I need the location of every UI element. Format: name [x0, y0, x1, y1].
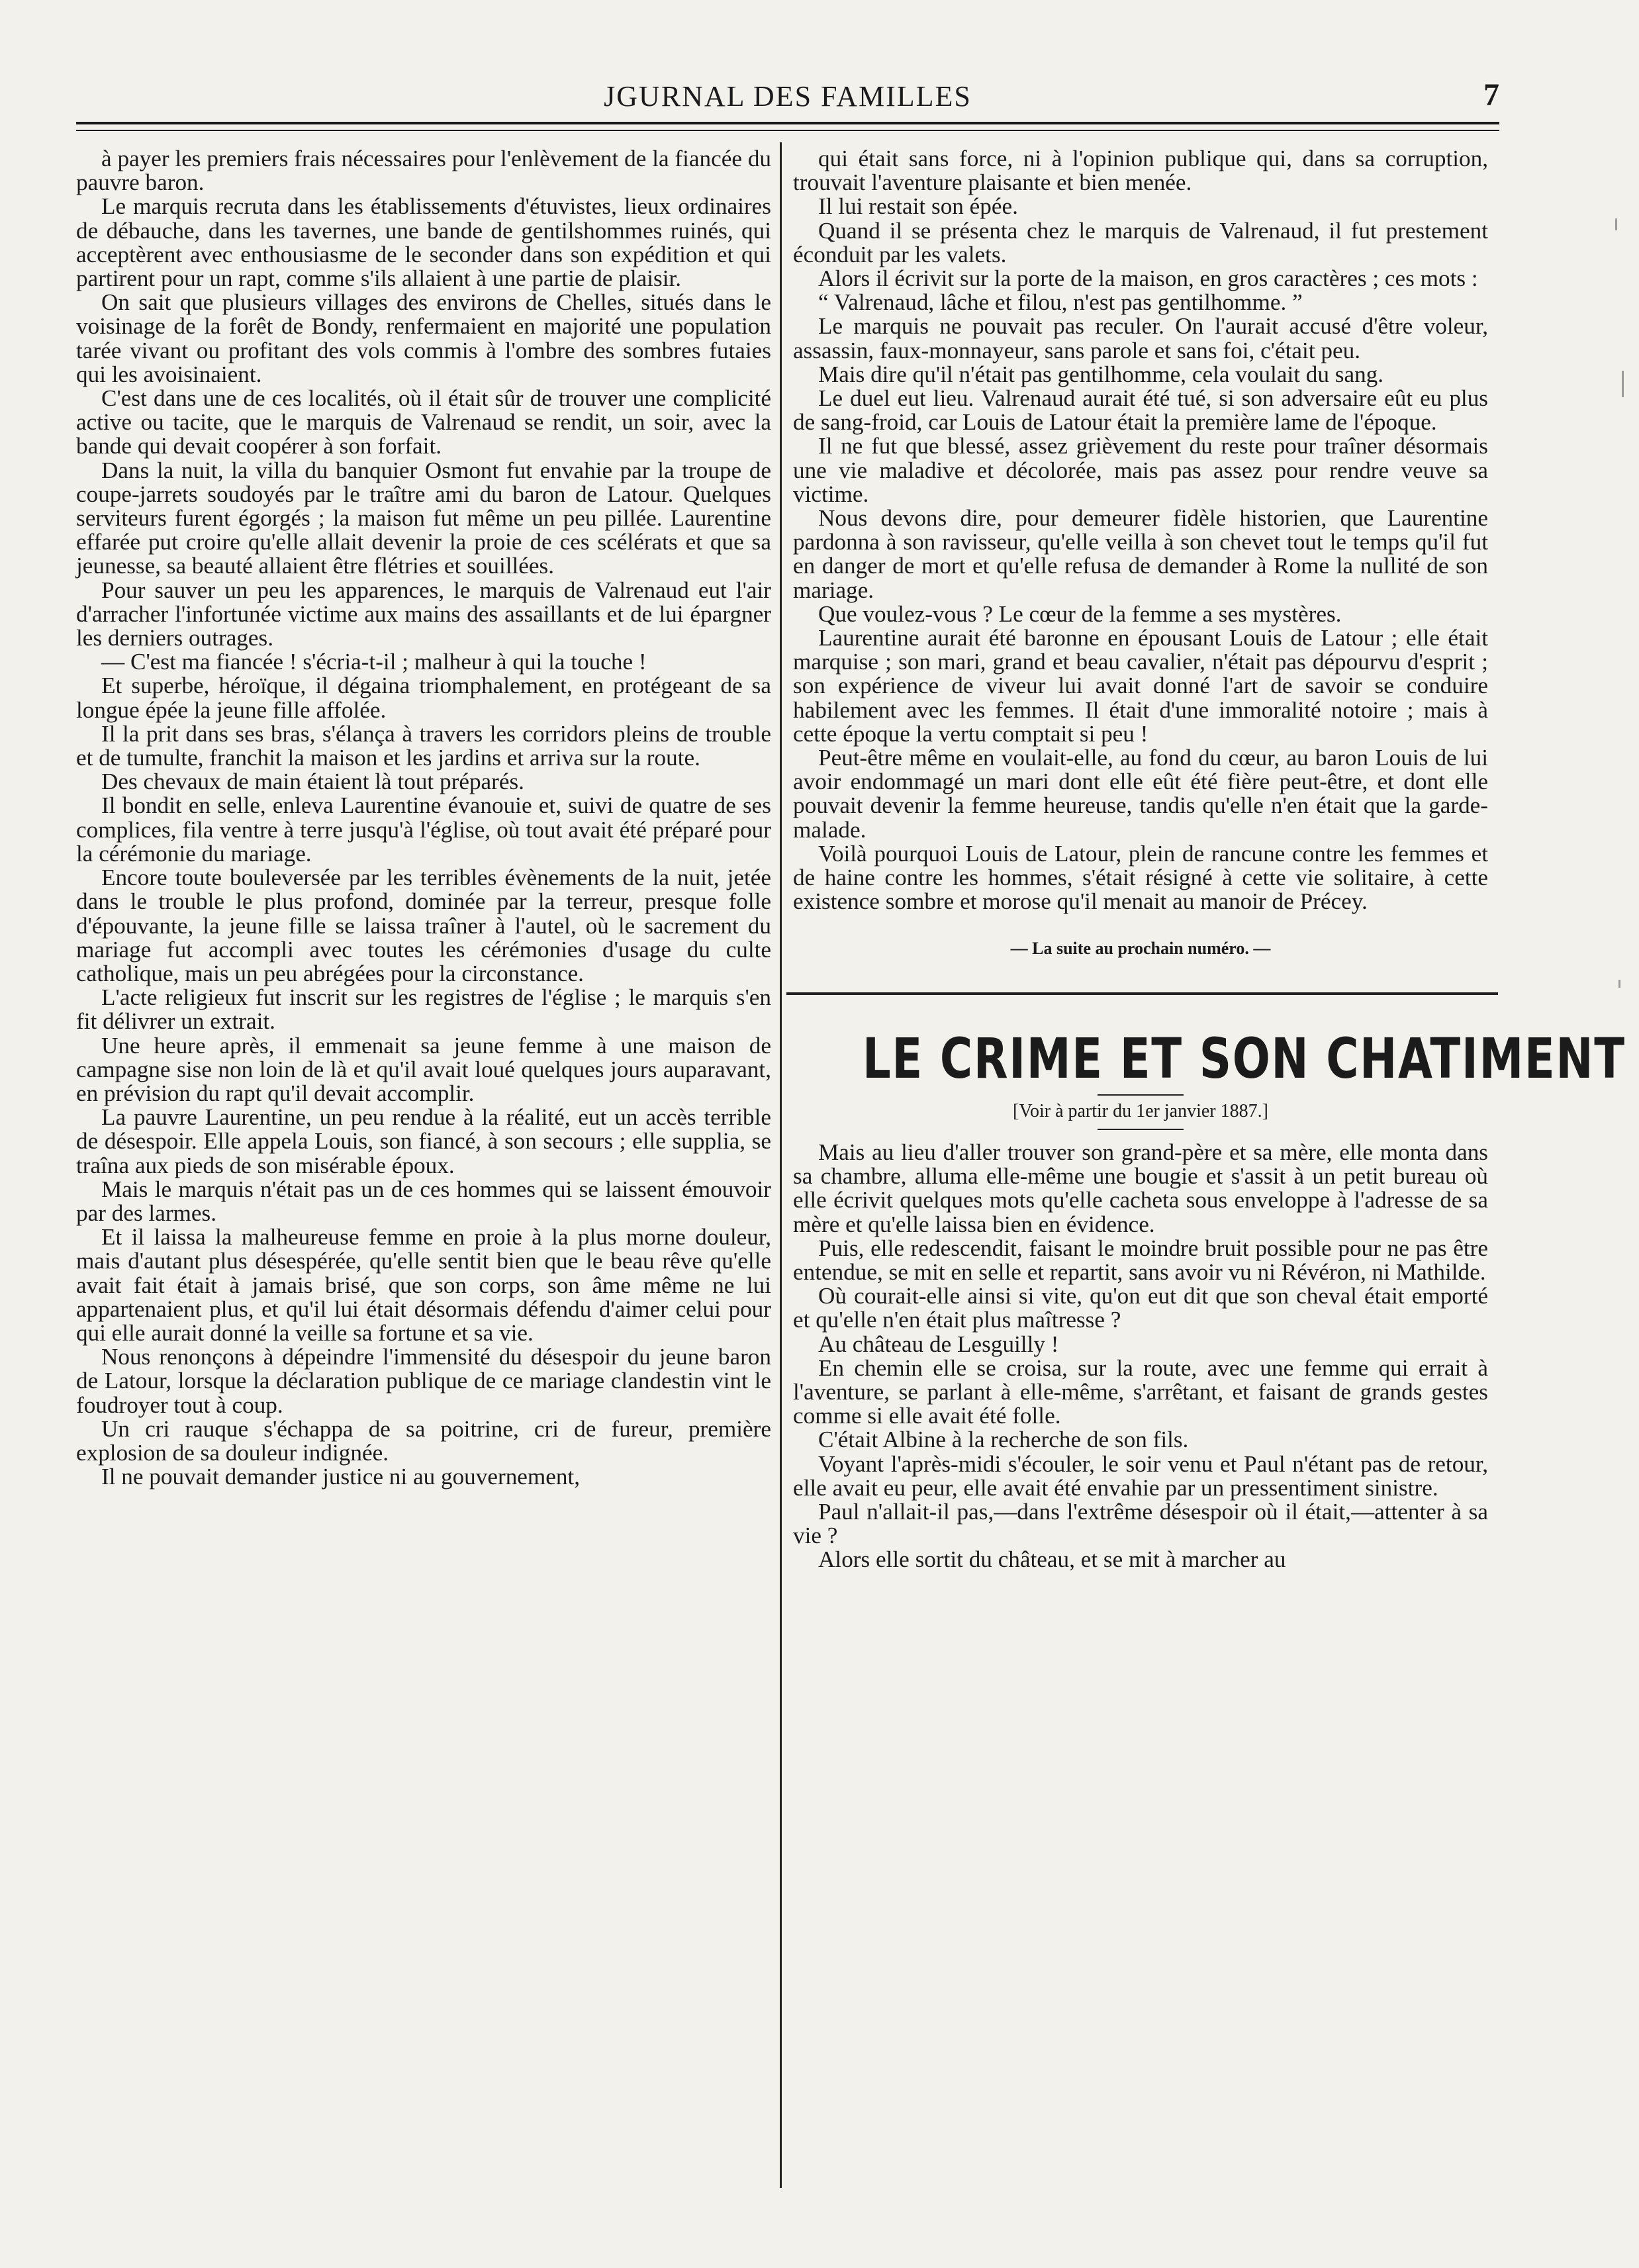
- paragraph: Il ne pouvait demander justice ni au gouvernement,: [101, 1464, 581, 1490]
- paragraph: Que voulez-vous ? Le cœur de la femme a ses mystères.: [818, 600, 1342, 627]
- journal-title: JGURNAL DES FAMILLES: [604, 80, 972, 113]
- paragraph: Un cri rauque s'échappa de sa poitrine, cri de fureur, première explosion de sa douleur indignée.: [76, 1415, 771, 1466]
- story-title: LE CRIME ET SON CHATIMENT: [863, 1025, 1626, 1091]
- paragraph: C'est dans une de ces localités, où il était sûr de trouver une complicité active ou tacite, que le marquis de Valrenaud se rendit, un soir, avec la bande qui devait coopérer à son forfait.: [76, 385, 771, 459]
- paragraph: Nous devons dire, pour demeurer fidèle historien, que Laurentine pardonna à son ravisseur, qu'elle veilla à son chevet tout le temps qu'il fut en danger de mort et qu'elle refusa de demander à Rome la nullité de son mariage.: [793, 505, 1488, 603]
- paragraph: Mais au lieu d'aller trouver son grand-père et sa mère, elle monta dans sa chambre, alluma elle-même une bougie et s'assit à un petit bureau où elle écrivit quelques mots qu'elle cacheta sous enveloppe à l'adresse de sa mère et qu'elle laissa bien en évidence.: [793, 1139, 1488, 1237]
- paragraph: Alors elle sortit du château, et se mit à marcher au: [818, 1546, 1286, 1573]
- title-underline: [1098, 1094, 1184, 1096]
- section-separator: [786, 992, 1498, 995]
- paragraph: Au château de Lesguilly !: [818, 1331, 1059, 1357]
- paragraph: Mais le marquis n'était pas un de ces hommes qui se laissent émouvoir par des larmes.: [76, 1176, 771, 1226]
- scan-mark: [1618, 980, 1620, 988]
- paragraph: Alors il écrivit sur la porte de la maison, en gros caractères ; ces mots :: [818, 265, 1478, 292]
- scan-mark: [1622, 371, 1624, 397]
- paragraph: Il ne fut que blessé, assez grièvement du reste pour traîner désormais une vie maladive et décolorée, mais pas assez pour rendre veuve sa victime.: [793, 433, 1488, 507]
- paragraph: Voilà pourquoi Louis de Latour, plein de rancune contre les femmes et de haine contre les hommes, s'était résigné à cette vie solitaire, à cette existence sombre et morose qu'il menait au manoir de Précey.: [793, 840, 1488, 915]
- paragraph: L'acte religieux fut inscrit sur les registres de l'église ; le marquis s'en fit délivrer un extrait.: [76, 984, 771, 1035]
- paragraph: Nous renonçons à dépeindre l'immensité du désespoir du jeune baron de Latour, lorsque la déclaration publique de ce mariage clandestin vint le foudroyer tout à coup.: [76, 1344, 771, 1418]
- paragraph: Le marquis ne pouvait pas reculer. On l'aurait accusé d'être voleur, assassin, faux-monnayeur, sans parole et sans foi, c'était peu.: [793, 313, 1488, 363]
- paragraph: Voyant l'après-midi s'écouler, le soir venu et Paul n'étant pas de retour, elle avait eu peur, elle avait été envahie par un pressentiment sinistre.: [793, 1450, 1488, 1501]
- paragraph: Quand il se présenta chez le marquis de Valrenaud, il fut prestement éconduit par les valets.: [793, 217, 1488, 267]
- paragraph: Et superbe, héroïque, il dégaina triomphalement, en protégeant de sa longue épée la jeune fille affolée.: [76, 673, 771, 723]
- header-rule-thin: [76, 130, 1499, 131]
- column-divider: [780, 142, 782, 2188]
- paragraph: Des chevaux de main étaient là tout préparés.: [101, 769, 524, 795]
- paragraph: C'était Albine à la recherche de son fils.: [818, 1427, 1189, 1453]
- paragraph: Mais dire qu'il n'était pas gentilhomme, cela voulait du sang.: [818, 361, 1384, 387]
- paragraph: “ Valrenaud, lâche et filou, n'est pas gentilhomme. ”: [818, 289, 1303, 316]
- left-column: [76, 147, 771, 1489]
- paragraph: Dans la nuit, la villa du banquier Osmont fut envahie par la troupe de coupe-jarrets soudoyés par le traître ami du baron de Latour. Quelques serviteurs furent égorgés ; la maison fut même un peu pillée. Laurentine effarée put croire qu'elle allait devenir la proie de ces scélérats et que sa jeunesse, sa beauté allaient être flétries et souillées.: [76, 457, 771, 579]
- header-rule-thick: [76, 122, 1499, 124]
- right-column: [793, 146, 1626, 1573]
- paragraph: Une heure après, il emmenait sa jeune femme à une maison de campagne sise non loin de là et qu'il avait loué quelques jours auparavant, en prévision du rapt qu'il devait accomplir.: [76, 1032, 771, 1106]
- continued-note: — La suite au prochain numéro. —: [1010, 938, 1271, 958]
- paragraph: Le duel eut lieu. Valrenaud aurait été tué, si son adversaire eût eu plus de sang-froid, car Louis de Latour était la première lame de l'époque.: [793, 385, 1488, 436]
- page-number: 7: [1483, 77, 1499, 113]
- paragraph: En chemin elle se croisa, sur la route, avec une femme qui errait à l'aventure, se parlant à elle-même, s'arrêtant, et faisant de grands gestes comme si elle avait été folle.: [793, 1354, 1488, 1429]
- scan-mark: [1615, 218, 1617, 230]
- page-header: [76, 74, 1499, 114]
- paragraph: Il bondit en selle, enleva Laurentine évanouie et, suivi de quatre de ses complices, fila ventre à terre jusqu'à l'église, où tout avait été préparé pour la cérémonie du mariage.: [76, 792, 771, 867]
- note-underline: [1098, 1129, 1184, 1130]
- paragraph: Il lui restait son épée.: [818, 193, 1018, 220]
- paragraph: Peut-être même en voulait-elle, au fond du cœur, au baron Louis de lui avoir endommagé un mari dont elle eût été fière peut-être, et dont elle pouvait devenir la femme heureuse, tandis qu'elle n'en était que la garde-malade.: [793, 745, 1488, 843]
- paragraph: Le marquis recruta dans les établissements d'étuvistes, lieux ordinaires de débauche, dans les tavernes, une bande de gentilshommes ruinés, qui acceptèrent avec enthousiasme de le seconder dans son expédition et qui partirent pour un rapt, comme s'ils allaient à une partie de plaisir.: [76, 193, 771, 292]
- paragraph: La pauvre Laurentine, un peu rendue à la réalité, eut un accès terrible de désespoir. Elle appela Louis, son fiancé, à son secours ; elle supplia, se traîna aux pieds de son misérable époux.: [76, 1104, 771, 1178]
- paragraph: Encore toute bouleversée par les terribles évènements de la nuit, jetée dans le trouble le plus profond, dominée par la terreur, presque folle d'épouvante, la jeune fille se laissa traîner à l'autel, où le sacrement du mariage fut accompli avec toutes les cérémonies d'usage du culte catholique, mais un peu abrégées pour la circonstance.: [76, 865, 771, 986]
- paragraph: — C'est ma fiancée ! s'écria-t-il ; malheur à qui la touche !: [101, 649, 647, 675]
- paragraph: On sait que plusieurs villages des environs de Chelles, situés dans le voisinage de la forêt de Bondy, renfermaient en majorité une population tarée vivant ou profitant des vols commis à l'ombre des sombres futaies qui les avoisinaient.: [76, 289, 771, 387]
- paragraph: qui était sans force, ni à l'opinion publique qui, dans sa corruption, trouvait l'aventure plaisante et bien menée.: [793, 146, 1488, 196]
- paragraph: Où courait-elle ainsi si vite, qu'on eut dit que son cheval était emporté et qu'elle n'en était plus maîtresse ?: [793, 1283, 1488, 1333]
- paragraph: Pour sauver un peu les apparences, le marquis de Valrenaud eut l'air d'arracher l'infortunée victime aux mains des assaillants et de lui épargner les derniers outrages.: [76, 577, 771, 651]
- paragraph: à payer les premiers frais nécessaires pour l'enlèvement de la fiancée du pauvre baron.: [76, 146, 771, 196]
- paragraph: Paul n'allait-il pas,—dans l'extrême désespoir où il était,—attenter à sa vie ?: [793, 1498, 1488, 1549]
- paragraph: Il la prit dans ses bras, s'élança à travers les corridors pleins de trouble et de tumulte, franchit la maison et les jardins et arriva sur la route.: [76, 720, 771, 771]
- paragraph: Laurentine aurait été baronne en épousant Louis de Latour ; elle était marquise ; son mari, grand et beau cavalier, n'était pas dépourvu d'esprit ; son expérience de viveur lui avait donné l'art de savoir se conduire habilement avec les femmes. Il était d'une immoralité notoire ; mais à cette époque la vertu comptait si peu !: [793, 625, 1488, 747]
- story-note: [Voir à partir du 1er janvier 1887.]: [1013, 1100, 1268, 1121]
- paragraph: Puis, elle redescendit, faisant le moindre bruit possible pour ne pas être entendue, se mit en selle et repartit, sans avoir vu ni Révéron, ni Mathilde.: [793, 1235, 1488, 1285]
- paragraph: Et il laissa la malheureuse femme en proie à la plus morne douleur, mais d'autant plus désespérée, qu'elle sentit bien que le beau rêve qu'elle avait fait était à jamais brisé, que son corps, son âme même ne lui appartenaient plus, et qu'il lui était désormais défendu d'aimer celui pour qui elle aurait donné la veille sa fortune et sa vie.: [76, 1224, 771, 1346]
